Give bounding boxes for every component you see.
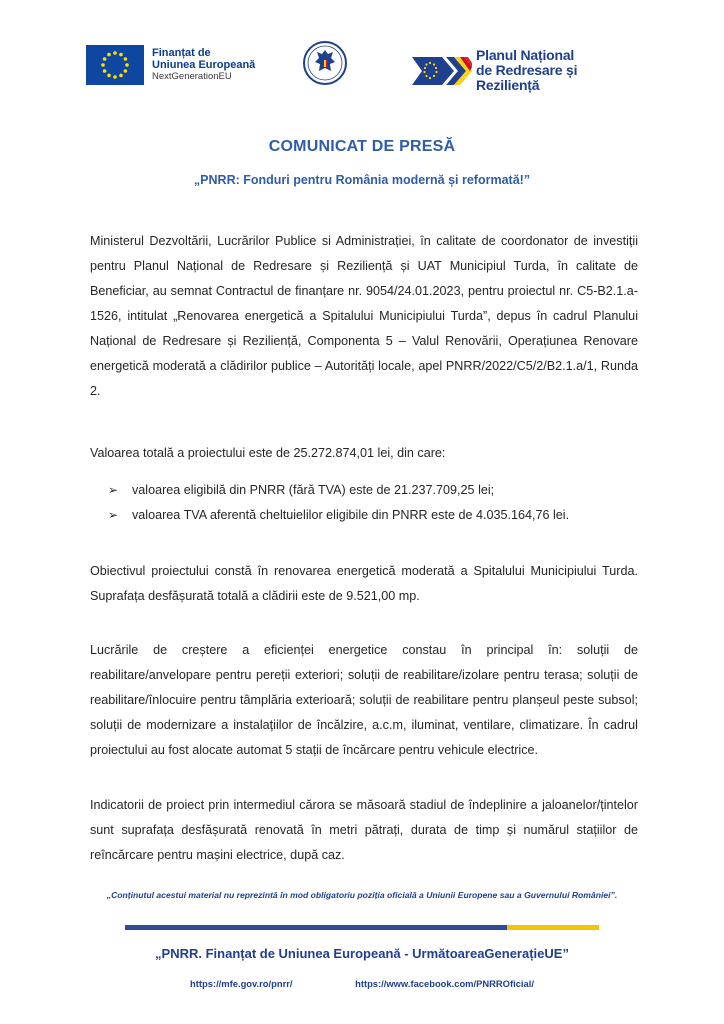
- page-header: [86, 38, 638, 94]
- eu-flag-icon: [86, 45, 144, 85]
- mfe-website-link[interactable]: https://mfe.gov.ro/pnrr/: [190, 978, 293, 989]
- pnrr-logo-line2: de Redresare și Reziliență: [476, 62, 578, 94]
- list-item-text: valoarea TVA aferentă cheltuielilor eligibile din PNRR este de 4.035.164,76 lei.: [132, 508, 570, 522]
- list-item: [108, 478, 648, 503]
- eu-logo-line2: Uniunea Europeană: [152, 58, 256, 71]
- pnrr-logo: [412, 48, 638, 93]
- footer-divider-yellow: [507, 925, 599, 930]
- footer-divider: [125, 925, 599, 930]
- page-subtitle: „PNRR: Fonduri pentru România modernă și reformată!”: [193, 173, 531, 187]
- romanian-government-emblem-icon: [302, 38, 348, 88]
- arrow-bullet-icon: ➢: [108, 508, 119, 522]
- eu-funding-logo: [86, 44, 255, 86]
- footer-slogan: „PNRR. Finanțat de Uniunea Europeană - UrmătoareaGenerațieUE”: [155, 946, 569, 961]
- paragraph-contract: Ministerul Dezvoltării, Lucrărilor Publice si Administrației, în calitate de coordonator de investiții pentru Planul Național de Redresare și Reziliență și UAT Municipiul Turda, în calitate de Beneficiar, au semnat Contractul de finanțare nr. 9054/24.01.2023, pentru proiectul nr. C5-B2.1.a-1526, intitulat „Renovarea energetică a Spitalului Municipiului Turda”, depus în cadrul Planului Național de Redresare și Reziliență, Componenta 5 – Valul Renovării, Operațiunea Renovare energetică moderată a clădirilor publice – Autorități locale, apel PNRR/2022/C5/2/B2.1.a/1, Runda 2.: [90, 234, 638, 398]
- paragraph-indicators: Indicatorii de proiect prin intermediul cărora se măsoară stadiul de îndeplinire a jaloanelor/țintelor sunt suprafața desfășurată renovată în metri pătrați, durata de timp și numărul stațiilor de reîncărcare pentru mașini electrice, după caz.: [90, 798, 638, 862]
- facebook-page-link[interactable]: https://www.facebook.com/PNRROficial/: [355, 978, 534, 989]
- list-item: [108, 503, 648, 528]
- paragraph-works: Lucrările de creștere a eficienței energetice constau în principal în: soluții de reabilitare/anvelopare pentru pereții exteriori; soluții de reabilitare/izolare pentru terasa; soluții de reabilitare/înlocuire pentru tâmplăria exterioară; soluții de reabilitare pentru planșeul peste subsol; soluții de modernizare a instalațiilor de încălzire, a.c.m, iluminat, ventilare, climatizare. În cadrul proiectului au fost alocate automat 5 stații de încărcare pentru vehicule electrice.: [90, 643, 638, 757]
- eu-logo-line1: Finanțat de: [152, 46, 211, 59]
- list-item-text: valoarea eligibilă din PNRR (fără TVA) este de 21.237.709,25 lei;: [132, 483, 495, 497]
- page-title: COMUNICAT DE PRESĂ: [268, 138, 456, 155]
- pnrr-logo-line1: Planul Național: [476, 47, 575, 63]
- value-breakdown-list: [108, 478, 648, 528]
- eu-logo-line3: NextGenerationEU: [152, 71, 232, 83]
- footer-links: [0, 978, 724, 989]
- paragraph-total-value: Valoarea totală a proiectului este de 25.272.874,01 lei, din care:: [90, 446, 446, 460]
- eu-disclaimer: „Conținutul acestui material nu reprezintă în mod obligatoriu poziția oficială a Uniunii Europene sau a Guvernului României”.: [106, 890, 618, 900]
- arrow-bullet-icon: ➢: [108, 483, 119, 497]
- paragraph-objective: Obiectivul proiectului constă în renovarea energetică moderată a Spitalului Municipiului Turda. Suprafața desfășurată totală a clădirii este de 9.521,00 mp.: [90, 564, 638, 603]
- footer-divider-blue: [125, 925, 507, 930]
- pnrr-arrow-icon: [412, 53, 472, 89]
